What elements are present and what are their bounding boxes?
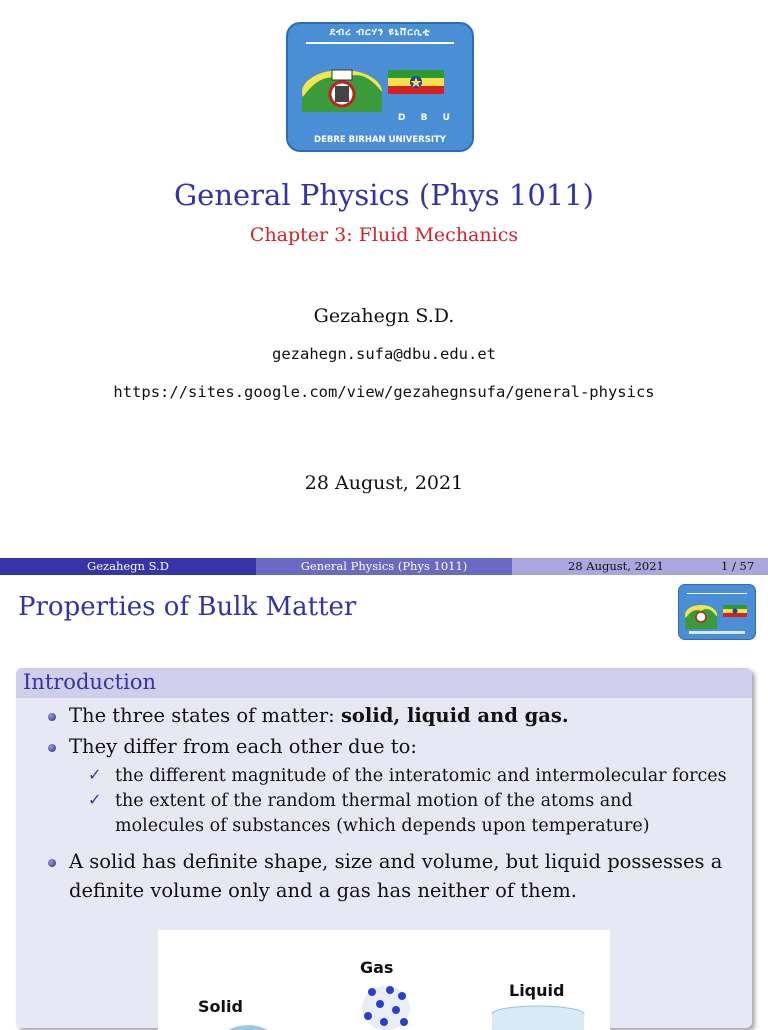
states-of-matter-figure — [158, 930, 610, 1030]
states-illustration-icon — [158, 930, 610, 1030]
intro-block-title: Introduction — [23, 670, 156, 694]
sub-item-thermal-line2: molecules of substances (which depends upon temperature) — [115, 816, 650, 836]
bullet-icon — [48, 744, 56, 752]
logo-amharic-text: ደብረ ብርሃን ዩኒቨርሲቲ — [329, 27, 431, 38]
figure-label-solid: Solid — [198, 997, 243, 1016]
logo-divider — [306, 42, 454, 44]
figure-label-liquid: Liquid — [509, 981, 565, 1000]
presentation-date: 28 August, 2021 — [304, 472, 464, 494]
slide-title: Properties of Bulk Matter — [18, 592, 357, 622]
logo-emblem-icon — [302, 52, 458, 112]
logo-emblem-small-icon — [679, 585, 755, 639]
footer-date-page — [512, 558, 768, 575]
checkmark-icon: ✓ — [88, 790, 102, 809]
university-logo-small — [678, 584, 756, 640]
sub-item-thermal-line1: the extent of the random thermal motion of the atoms and — [115, 791, 633, 811]
university-logo — [286, 22, 474, 152]
footer-author: Gezahegn S.D — [0, 558, 256, 575]
footer-course: General Physics (Phys 1011) — [256, 558, 512, 575]
course-url: https://sites.google.com/view/gezahegnsufa/general-physics — [113, 383, 655, 401]
presentation-subtitle: Chapter 3: Fluid Mechanics — [249, 224, 519, 246]
bullet-bold-text: solid, liquid and gas. — [340, 704, 569, 727]
author-email: gezahegn.sufa@dbu.edu.et — [272, 345, 496, 363]
bullet-item-solid-line2: definite volume only and a gas has neither of them. — [69, 879, 577, 902]
presentation-title: General Physics (Phys 1011) — [174, 178, 594, 212]
bullet-item-solid-line1: A solid has definite shape, size and volume, but liquid possesses a — [69, 850, 723, 873]
logo-university-name: DEBRE BIRHAN UNIVERSITY — [314, 135, 446, 145]
intro-block-header — [16, 668, 752, 698]
logo-abbreviation: D B U — [398, 113, 456, 123]
bullet-item-differ: They differ from each other due to: — [69, 735, 417, 758]
bullet-icon — [48, 713, 56, 721]
author-name: Gezahegn S.D. — [313, 305, 455, 327]
bullet-item-states — [69, 701, 569, 730]
figure-label-gas: Gas — [360, 958, 394, 977]
checkmark-icon: ✓ — [88, 765, 102, 784]
bullet-icon — [48, 859, 56, 867]
footer-date: 28 August, 2021 — [568, 559, 664, 573]
sub-item-forces: the different magnitude of the interatomic and intermolecular forces — [115, 766, 727, 786]
bullet-text: The three states of matter: — [69, 704, 341, 727]
footer-page-number: 1 / 57 — [721, 559, 755, 573]
footer-bar — [0, 558, 768, 575]
